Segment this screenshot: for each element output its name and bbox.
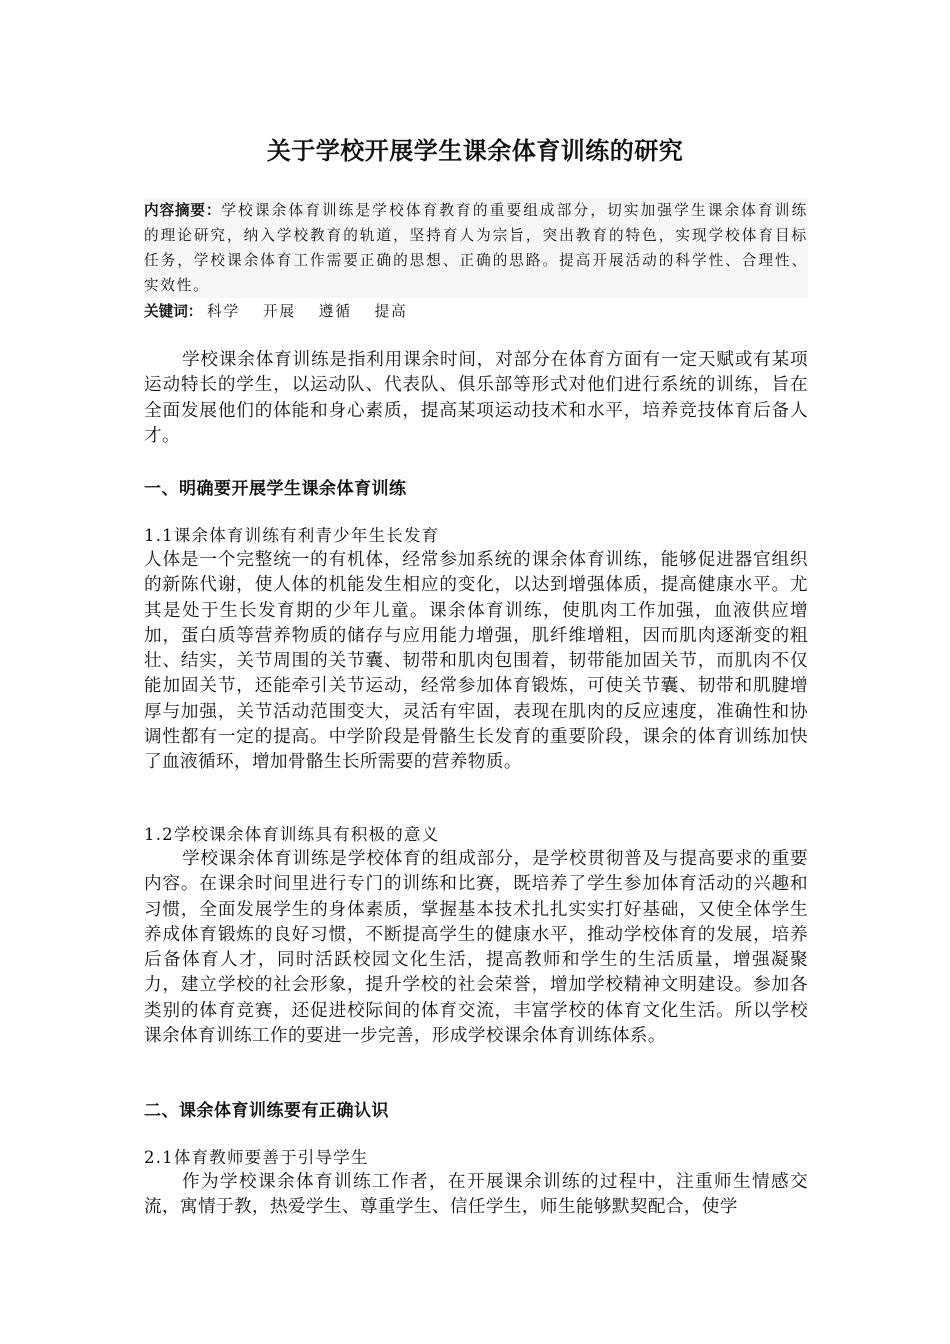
abstract-text: 学校课余体育训练是学校体育教育的重要组成部分，切实加强学生课余体育训练的理论研究，纳入学校教育的轨道，坚持育人为宗旨，突出教育的特色，实现学校体育目标任务，学校课余体育工作需要正确的思想、正确的思路。提高开展活动的科学性、合理性、实效性。 [144,202,808,294]
abstract-block [144,198,808,298]
section-2-heading: 二、课余体育训练要有正确认识 [144,1101,389,1121]
document-title: 关于学校开展学生课余体育训练的研究 [266,137,684,165]
abstract-label: 内容摘要： [144,202,222,219]
keyword: 遵循 [318,303,352,320]
section-1-heading: 一、明确要开展学生课余体育训练 [144,479,407,499]
subsection-2-1-title: 2.1体育教师要善于引导学生 [144,1148,369,1167]
intro-paragraph: 学校课余体育训练是指利用课余时间，对部分在体育方面有一定天赋或有某项运动特长的学生，以运动队、代表队、俱乐部等形式对他们进行系统的训练，旨在全面发展他们的体能和身心素质，提高某项运动技术和水平，培养竞技体育后备人才。 [144,350,808,446]
subsection-1-1-text: 人体是一个完整统一的有机体，经常参加系统的课余体育训练，能够促进器官组织的新陈代谢，使人体的机能发生相应的变化，以达到增强体质，提高健康水平。尤其是处于生长发育期的少年儿童。课余体育训练，使肌肉工作加强，血液供应增加，蛋白质等营养物质的储存与应用能力增强，肌纤维增粗，因而肌肉逐渐变的粗壮、结实，关节周围的关节囊、韧带和肌肉包围着，韧带能加固关节，而肌肉不仅能加固关节，还能牵引关节运动，经常参加体育锻炼，可使关节囊、韧带和肌腱增厚与加强，关节活动范围变大，灵活有牢固，表现在肌肉的反应速度，准确性和协调性都有一定的提高。中学阶段是骨骼生长发育的重要阶段，课余的体育训练加快了血液循环，增加骨骼生长所需要的营养物质。 [144,550,808,773]
keyword: 科学 [207,303,241,320]
subsection-1-2-text: 学校课余体育训练是学校体育的组成部分，是学校贯彻普及与提高要求的重要内容。在课余时间里进行专门的训练和比赛，既培养了学生参加体育活动的兴趣和习惯，全面发展学生的身体素质，掌握基本技术扎扎实实打好基础，又使全体学生养成体育锻炼的良好习惯，不断提高学生的健康水平，推动学校体育的发展，培养后备体育人才，同时活跃校园文化生活，提高教师和学生的生活质量，增强凝聚力，建立学校的社会形象，提升学校的社会荣誉，增加学校精神文明建设。参加各类别的体育竞赛，还促进校际间的体育交流，丰富学校的体育文化生活。所以学校课余体育训练工作的要进一步完善，形成学校课余体育训练体系。 [144,849,808,1047]
subsection-1-1-title: 1.1课余体育训练有利青少年生长发育 [144,526,440,545]
subsection-1-2-title: 1.2学校课余体育训练具有积极的意义 [144,825,440,844]
subsection-2-1-text: 作为学校课余体育训练工作者，在开展课余训练的过程中，注重师生情感交流，寓情于教，热爱学生、尊重学生、信任学生，师生能够默契配合，使学 [144,1172,808,1218]
keyword: 开展 [262,303,297,320]
keywords-line [144,300,808,324]
keywords-label: 关键词： [144,303,203,320]
keyword: 提高 [374,303,408,320]
